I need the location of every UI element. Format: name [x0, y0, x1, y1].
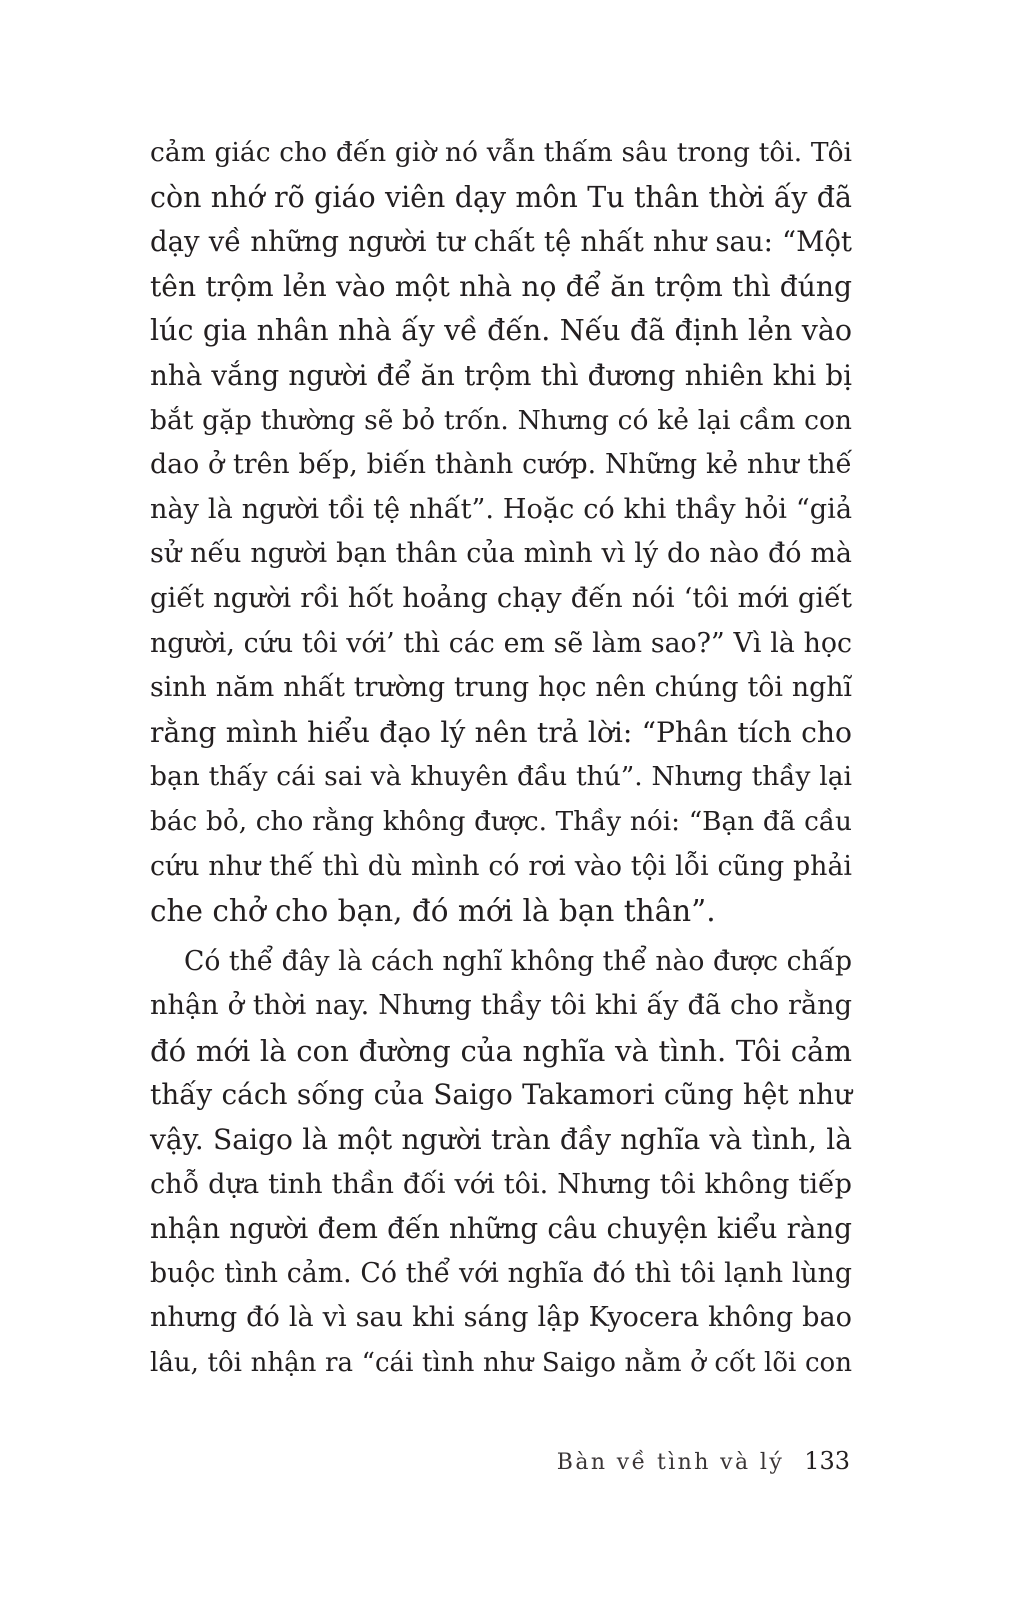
text-line: rằng mình hiểu đạo lý nên trả lời: “Phân tích cho	[150, 715, 852, 749]
text-line: bác bỏ, cho rằng không được. Thầy nói: “Bạn đã cầu	[150, 806, 852, 837]
text-line: lâu, tôi nhận ra “cái tình như Saigo nằm ở cốt lõi con	[150, 1348, 852, 1379]
text-line: chỗ dựa tinh thần đối với tôi. Nhưng tôi không tiếp	[150, 1168, 852, 1200]
text-line: nhận người đem đến những câu chuyện kiểu ràng	[150, 1212, 852, 1246]
text-line: buộc tình cảm. Có thể với nghĩa đó thì tôi lạnh lùng	[150, 1257, 852, 1289]
text-line: bạn thấy cái sai và khuyên đầu thú”. Nhưng thầy lại	[150, 761, 852, 793]
text-line: che chở cho bạn, đó mới là bạn thân”.	[150, 894, 716, 929]
body-text	[150, 131, 852, 1386]
text-line: sinh năm nhất trường trung học nên chúng tôi nghĩ	[150, 672, 852, 704]
text-line: lúc gia nhân nhà ấy về đến. Nếu đã định lẻn vào	[150, 314, 852, 348]
text-line: dao ở trên bếp, biến thành cướp. Những kẻ như thế	[150, 449, 852, 481]
text-line: vậy. Saigo là một người tràn đầy nghĩa và tình, là	[150, 1123, 852, 1157]
text-line: dạy về những người tư chất tệ nhất như sau: “Một	[150, 226, 852, 259]
text-line: cảm giác cho đến giờ nó vẫn thấm sâu trong tôi. Tôi	[150, 137, 852, 168]
text-line: nhận ở thời nay. Nhưng thầy tôi khi ấy đã cho rằng	[150, 990, 852, 1022]
text-line: sử nếu người bạn thân của mình vì lý do nào đó mà	[150, 538, 852, 570]
page-footer	[557, 1447, 850, 1475]
page-number: 133	[804, 1447, 850, 1475]
text-line: Có thể đây là cách nghĩ không thể nào được chấp	[184, 945, 852, 977]
paragraph-1	[150, 131, 852, 934]
text-line: đó mới là con đường của nghĩa và tình. Tôi cảm	[150, 1033, 852, 1068]
text-line: còn nhớ rõ giáo viên dạy môn Tu thân thời ấy đã	[150, 180, 852, 214]
text-line: nhà vắng người để ăn trộm thì đương nhiên khi bị	[150, 358, 852, 392]
text-line: này là người tồi tệ nhất”. Hoặc có khi thầy hỏi “giả	[150, 493, 852, 525]
paragraph-2	[150, 940, 852, 1386]
text-line: giết người rồi hốt hoảng chạy đến nói ‘tôi mới giết	[150, 582, 852, 614]
text-line: nhưng đó là vì sau khi sáng lập Kyocera không bao	[150, 1302, 852, 1334]
running-title: Bàn về tình và lý	[556, 1450, 785, 1475]
text-line: bắt gặp thường sẽ bỏ trốn. Nhưng có kẻ lại cầm con	[150, 404, 852, 436]
text-line: cứu như thế thì dù mình có rơi vào tội lỗi cũng phải	[150, 850, 852, 882]
text-line: thấy cách sống của Saigo Takamori cũng hệt như	[150, 1078, 852, 1112]
text-line: người, cứu tôi với’ thì các em sẽ làm sao?” Vì là học	[150, 627, 852, 659]
text-line: tên trộm lẻn vào một nhà nọ để ăn trộm thì đúng	[150, 269, 852, 303]
